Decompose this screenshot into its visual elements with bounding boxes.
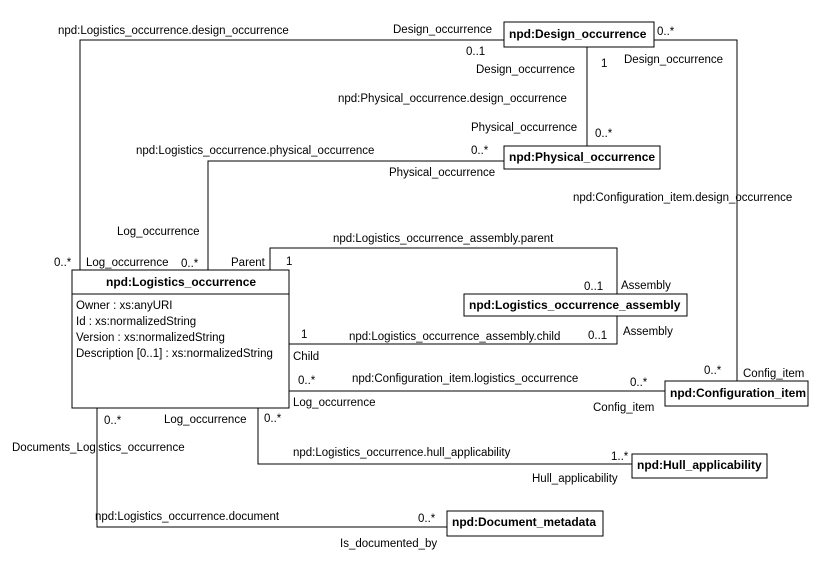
association-name: npd:Logistics_occurrence_assembly.child: [349, 331, 561, 343]
role-label: Design_occurrence: [624, 54, 724, 66]
class-name: npd:Document_metadata: [452, 515, 597, 529]
role-label: Hull_applicability: [532, 473, 618, 485]
multiplicity-label: 0..*: [104, 415, 122, 427]
multiplicity-label: 0..*: [54, 257, 72, 269]
role-label: Child: [293, 351, 320, 363]
labels-loa-parent: [231, 233, 671, 293]
class-hull-applicability[interactable]: [632, 454, 767, 478]
association-name: npd:Logistics_occurrence_assembly.parent: [333, 233, 554, 245]
multiplicity-label: 0..*: [595, 128, 613, 140]
class-logistics-occurrence[interactable]: [72, 270, 289, 408]
role-label: Is_documented_by: [340, 538, 438, 550]
multiplicity-label: 0..*: [657, 26, 675, 38]
labels-ci-lo: [293, 373, 654, 414]
association-name: npd:Logistics_occurrence.design_occurrence: [58, 25, 289, 37]
labels-lo-hull: [164, 413, 629, 485]
class-document-metadata[interactable]: [447, 511, 603, 536]
role-label: Physical_occurrence: [389, 167, 496, 179]
attribute-version: Version : xs:normalizedString: [76, 332, 225, 344]
role-label: Design_occurrence: [476, 64, 576, 76]
class-name: npd:Logistics_occurrence_assembly: [469, 298, 681, 312]
role-label: Parent: [231, 257, 265, 269]
multiplicity-label: 1: [601, 58, 608, 70]
labels-ci-design: [573, 26, 804, 380]
multiplicity-label: 0..1: [466, 46, 486, 58]
multiplicity-label: 0..*: [418, 513, 436, 525]
association-name: npd:Logistics_occurrence.hull_applicability: [293, 447, 511, 459]
line-lo-document: [97, 408, 447, 527]
multiplicity-label: 1: [286, 256, 293, 268]
role-label: Log_occurrence: [164, 414, 247, 426]
class-name: npd:Hull_applicability: [637, 458, 762, 472]
role-label: Documents_Logistics_occurrence: [12, 442, 185, 454]
attribute-owner: Owner : xs:anyURI: [76, 300, 173, 312]
attribute-description: Description [0..1] : xs:normalizedString: [76, 348, 273, 360]
role-label: Design_occurrence: [393, 24, 493, 36]
labels-physical-design: [338, 58, 613, 140]
class-configuration-item[interactable]: [665, 381, 808, 406]
multiplicity-label: 0..*: [704, 365, 722, 377]
association-name: npd:Logistics_occurrence.document: [95, 511, 280, 523]
role-label: Physical_occurrence: [471, 122, 578, 134]
association-name: npd:Logistics_occurrence.physical_occurrence: [136, 145, 375, 157]
multiplicity-label: 1: [301, 329, 308, 341]
labels-lo-physical: [86, 145, 495, 270]
association-name: npd:Physical_occurrence.design_occurrence: [338, 93, 567, 105]
association-name: npd:Configuration_item.logistics_occurrence: [352, 373, 579, 385]
role-label: Log_occurrence: [86, 257, 169, 269]
class-name: npd:Logistics_occurrence: [106, 275, 257, 289]
labels-lo-document: [12, 415, 437, 550]
class-name: npd:Design_occurrence: [509, 27, 647, 41]
multiplicity-label: 0..*: [471, 145, 489, 157]
association-name: npd:Configuration_item.design_occurrence: [573, 192, 793, 204]
multiplicity-label: 0..*: [630, 377, 648, 389]
class-name: npd:Physical_occurrence: [509, 150, 656, 164]
role-label: Config_item: [593, 402, 655, 414]
class-name: npd:Configuration_item: [670, 386, 806, 400]
multiplicity-label: 0..*: [264, 413, 282, 425]
multiplicity-label: 1..*: [611, 451, 629, 463]
multiplicity-label: 0..1: [584, 281, 604, 293]
multiplicity-label: 0..*: [298, 375, 316, 387]
role-label: Assembly: [621, 280, 671, 292]
multiplicity-label: 0..*: [181, 258, 199, 270]
role-label: Log_occurrence: [117, 226, 200, 238]
role-label: Config_item: [743, 368, 805, 380]
role-label: Log_occurrence: [293, 397, 376, 409]
class-physical-occurrence[interactable]: [504, 146, 660, 169]
class-design-occurrence[interactable]: [504, 22, 654, 47]
line-loa-parent: [270, 248, 617, 294]
attribute-id: Id : xs:normalizedString: [76, 316, 197, 328]
class-logistics-occurrence-assembly[interactable]: [464, 294, 687, 316]
multiplicity-label: 0..1: [588, 330, 608, 342]
role-label: Assembly: [623, 326, 673, 338]
